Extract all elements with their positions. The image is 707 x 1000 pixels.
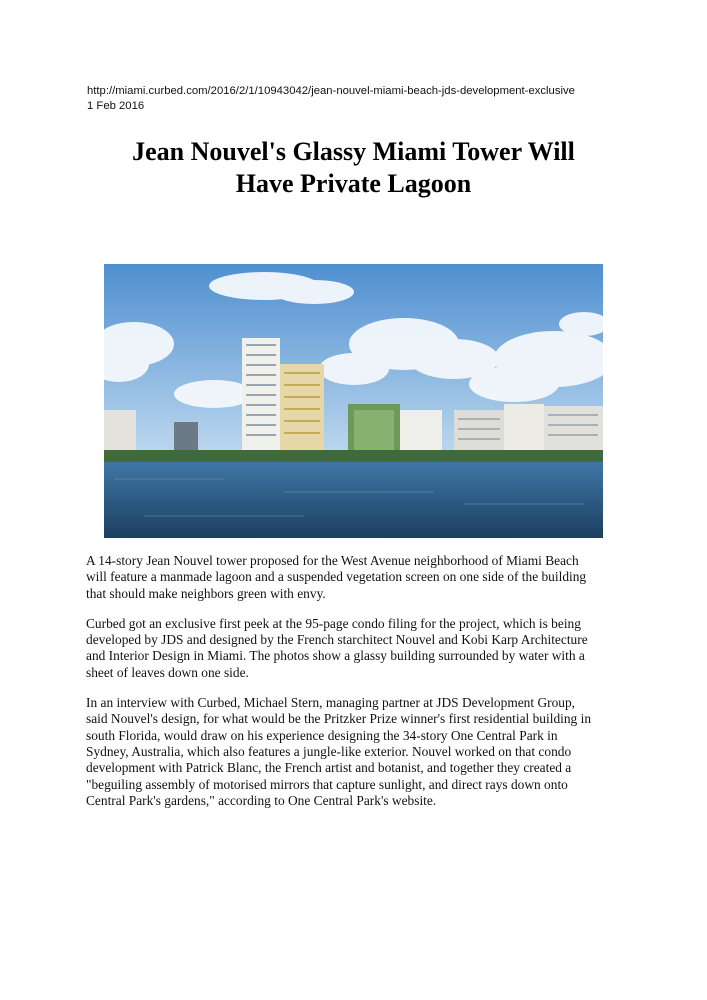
paragraph-2: [86, 616, 626, 681]
article-title-line-2: Have Private Lagoon: [235, 169, 472, 198]
text-line: will feature a manmade lagoon and a suspended vegetation screen on one side of the building: [86, 569, 587, 585]
text-line: said Nouvel's design, for what would be the Pritzker Prize winner's first residential building in: [86, 711, 592, 727]
text-line: A 14-story Jean Nouvel tower proposed for the West Avenue neighborhood of Miami Beach: [86, 553, 579, 568]
text-line: that should make neighbors green with envy.: [86, 585, 326, 601]
article-body: [86, 553, 626, 823]
text-line: and Interior Design in Miami. The photos show a glassy building surrounded by water with a: [86, 648, 585, 664]
text-line: "beguiling assembly of motorised mirrors that capture sunlight, and direct rays down onto: [86, 776, 568, 792]
tower-rendering-photo: [104, 264, 603, 538]
text-line: sheet of leaves down one side.: [86, 664, 249, 680]
text-line: developed by JDS and designed by the French starchitect Nouvel and Kobi Karp Architecture: [86, 632, 588, 648]
text-line: Central Park's gardens," according to One Central Park's website.: [86, 792, 437, 808]
text-line: south Florida, would draw on his experience designing the 34-story One Central Park in: [86, 727, 558, 743]
miami-skyline-illustration: [104, 264, 603, 538]
article-title: [80, 136, 627, 200]
publish-date: 1 Feb 2016: [87, 100, 145, 112]
text-line: Curbed got an exclusive first peek at the 95-page condo filing for the project, which is being: [86, 615, 581, 631]
source-url: http://miami.curbed.com/2016/2/1/10943042/jean-nouvel-miami-beach-jds-development-exclusive: [87, 85, 575, 97]
paragraph-1: [86, 553, 626, 602]
text-line: Sydney, Australia, which also features a jungle-like exterior. Nouvel worked on that condo: [86, 743, 572, 759]
article-title-line-1: Jean Nouvel's Glassy Miami Tower Will: [132, 137, 575, 166]
text-line: In an interview with Curbed, Michael Stern, managing partner at JDS Development Group,: [86, 695, 576, 711]
text-line: development with Patrick Blanc, the French artist and botanist, and together they created a: [86, 760, 572, 776]
paragraph-3: [86, 695, 626, 809]
